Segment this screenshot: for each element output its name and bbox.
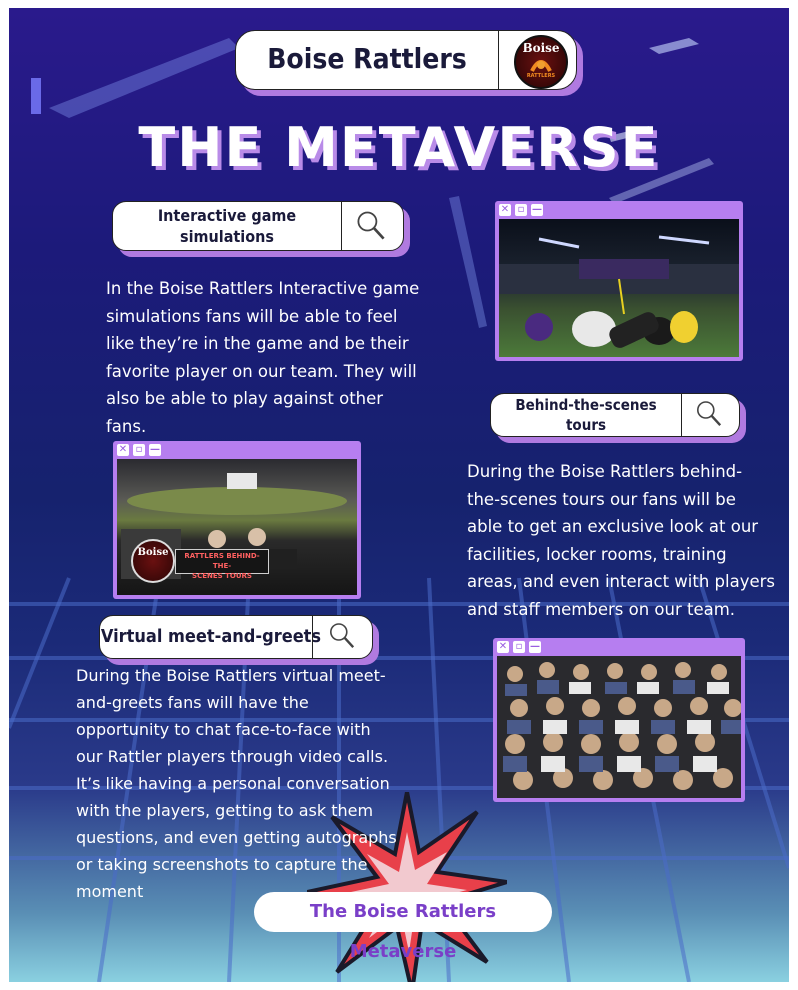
logo-text: Boise (522, 41, 560, 55)
text-line: facilities, locker rooms, training (467, 544, 727, 564)
brand-pill (235, 30, 577, 90)
interactive-text (106, 275, 446, 440)
text-line: fans. (106, 416, 147, 436)
behind-the-scenes-image (117, 459, 357, 595)
minimize-icon[interactable]: — (530, 641, 540, 652)
text-line: the-scenes tours our fans will be (467, 489, 736, 509)
image-caption (175, 549, 269, 580)
text-line: our Rattler players through video calls. (76, 747, 389, 766)
text-line: It’s like having a personal conversation (76, 774, 390, 793)
logo-subtext: RATTLERS (526, 73, 556, 79)
meet-and-greets-pill[interactable] (99, 615, 373, 659)
logo-divider (498, 31, 499, 89)
text-line: with the players, getting to ask them (76, 801, 374, 820)
close-icon[interactable]: ✕ (500, 204, 510, 215)
game-simulation-image (499, 219, 739, 357)
text-line: and-greets fans will have the (76, 693, 309, 712)
snake-icon (516, 37, 566, 87)
interactive-label (113, 205, 341, 247)
text-line: favorite player on our team. They will (106, 361, 417, 381)
text-line: opportunity to chat face-to-face with (76, 720, 371, 739)
interactive-label-line2: simulations (180, 227, 274, 246)
behind-the-scenes-window (113, 441, 361, 599)
meet-label: Virtual meet-and-greets (100, 626, 322, 647)
search-icon[interactable] (326, 620, 358, 652)
minimize-icon[interactable]: — (532, 204, 542, 215)
page-title: THE METAVERSE (138, 116, 660, 179)
game-simulation-window (495, 201, 743, 361)
interactive-label-line1: Interactive game (157, 206, 297, 225)
maximize-icon[interactable]: ▫ (515, 204, 527, 216)
close-icon[interactable]: ✕ (118, 444, 128, 455)
window-controls (497, 641, 541, 653)
behind-the-scenes-pill[interactable] (490, 393, 740, 437)
stadium-illustration (499, 219, 739, 357)
text-line: moment (76, 882, 144, 901)
footer-pill (254, 892, 552, 962)
text-line: also be able to play against other (106, 389, 384, 408)
search-icon[interactable] (353, 208, 389, 244)
text-line: In the Boise Rattlers Interactive game (106, 279, 420, 298)
close-icon[interactable]: ✕ (498, 641, 508, 652)
caption-logo (131, 539, 175, 583)
caption-line2: SCENES TOURS (192, 572, 252, 580)
meet-and-greets-window (493, 638, 745, 802)
caption-line1: RATTLERS BEHIND-THE- (184, 552, 260, 570)
poster (9, 8, 789, 982)
fan-grid-illustration (497, 656, 741, 798)
text-line: like they’re in the game and be their (106, 334, 409, 353)
brand-name: Boise Rattlers (267, 42, 467, 75)
window-controls (117, 444, 161, 456)
fan-video-wall-image (497, 656, 741, 798)
interactive-pill[interactable] (112, 201, 404, 251)
behind-label (491, 395, 681, 435)
behind-text (467, 458, 787, 623)
text-line: simulations fans will be able to feel (106, 306, 398, 326)
logo-text: Boise (137, 547, 169, 558)
text-line: or taking screenshots to capture the (76, 855, 368, 874)
behind-label-line2: tours (565, 416, 607, 434)
footer-title: The Boise Rattlers Metaverse (309, 901, 497, 962)
text-line: During the Boise Rattlers virtual meet- (76, 666, 386, 685)
interactive-search-divider (341, 202, 342, 250)
search-icon[interactable] (693, 398, 725, 430)
text-line: areas, and even interact with players (467, 572, 775, 591)
meet-search-divider (312, 616, 313, 658)
behind-search-divider (681, 394, 682, 436)
text-line: and staff members on our team. (467, 599, 736, 619)
window-controls (499, 204, 543, 216)
text-line: able to get an exclusive look at our (467, 517, 759, 536)
text-line: During the Boise Rattlers behind- (467, 462, 743, 481)
team-logo (514, 35, 568, 89)
maximize-icon[interactable]: ▫ (133, 444, 145, 456)
minimize-icon[interactable]: — (150, 444, 160, 455)
text-line: questions, and even getting autographs (76, 828, 397, 847)
meet-text (76, 662, 416, 905)
maximize-icon[interactable]: ▫ (513, 641, 525, 653)
behind-label-line1: Behind-the-scenes (515, 396, 657, 414)
